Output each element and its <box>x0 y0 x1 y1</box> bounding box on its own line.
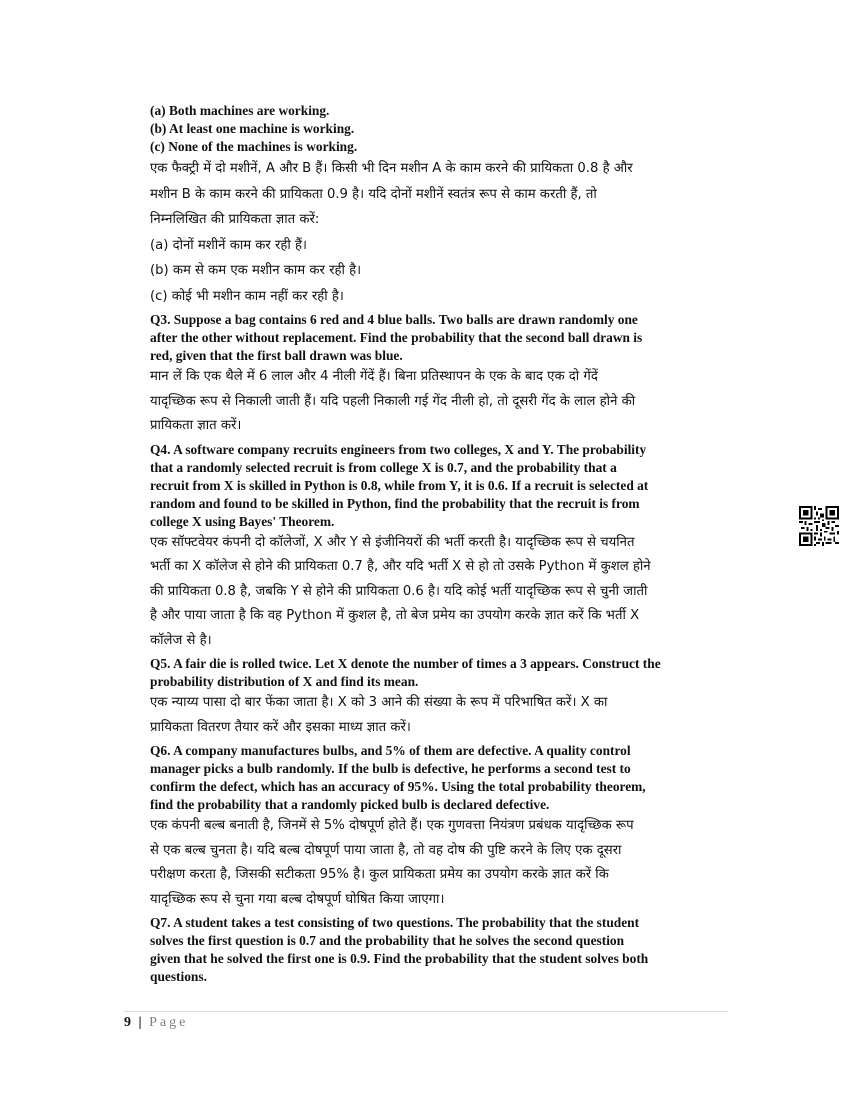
question-7-en-line: Q7. A student takes a test consisting of two questions. The probability that the student <box>150 915 640 930</box>
question-6-hi-line: यादृच्छिक रूप से चुना गया बल्ब दोषपूर्ण घोषित किया जाएगा। <box>150 891 445 907</box>
footer-separator: | <box>138 1015 142 1030</box>
question-4-hi-line: कॉलेज से है। <box>150 632 212 648</box>
question-5-en-line: Q5. A fair die is rolled twice. Let X denote the number of times a 3 appears. Construct the <box>150 656 661 671</box>
hindi-line: मशीन B के काम करने की प्रायिकता 0.9 है। यदि दोनों मशीनें स्वतंत्र रूप से काम करती हैं, तो <box>150 186 597 202</box>
question-4-en-line: Q4. A software company recruits engineers from two colleges, X and Y. The probability <box>150 441 647 457</box>
question-7-en-line: given that he solved the first one is 0.9. Find the probability that the student solves both <box>150 951 649 966</box>
hindi-option-b: (b) कम से कम एक मशीन काम कर रही है। <box>150 263 362 278</box>
option-c-en: (c) None of the machines is working. <box>150 139 358 154</box>
question-7-en-line: questions. <box>150 969 207 984</box>
question-6-en-line: find the probability that a randomly picked bulb is declared defective. <box>150 797 550 812</box>
question-6-hi-line: परीक्षण करता है, जिसकी सटीकता 95% है। कुल प्रायिकता प्रमेय का उपयोग करके ज्ञात करें कि <box>150 867 609 882</box>
footer-divider <box>124 1011 728 1012</box>
question-4 <box>150 441 730 654</box>
question-4-hi-line: है और पाया जाता है कि वह Python में कुशल है, तो बेज प्रमेय का उपयोग करके ज्ञात करें कि भर्ती X <box>150 608 640 623</box>
option-b-en: (b) At least one machine is working. <box>150 121 355 136</box>
hindi-option-c: (c) कोई भी मशीन काम नहीं कर रही है। <box>150 288 344 304</box>
hindi-option-a: (a) दोनों मशीनें काम कर रही हैं। <box>150 237 308 253</box>
question-6-en-line: Q6. A company manufactures bulbs, and 5% of them are defective. A quality control <box>150 743 631 758</box>
hindi-line: एक फैक्ट्री में दो मशीनें, A और B हैं। किसी भी दिन मशीन A के काम करने की प्रायिकता 0.8 है और <box>150 161 633 176</box>
prev-question-hindi <box>150 156 730 309</box>
question-7-en-line: solves the first question is 0.7 and the probability that he solves the second question <box>150 933 625 948</box>
prev-question-options-en <box>150 102 730 156</box>
question-6-hi-line: एक कंपनी बल्ब बनाती है, जिनमें से 5% दोषपूर्ण होते हैं। एक गुणवत्ता नियंत्रण प्रबंधक यादृच्छिक रूप <box>150 818 634 833</box>
question-4-en-line: college X using Bayes' Theorem. <box>150 513 335 529</box>
question-4-en-line: that a randomly selected recruit is from college X is 0.7, and the probability that a <box>150 459 617 475</box>
question-5 <box>150 655 730 740</box>
question-7 <box>150 914 730 986</box>
question-4-hi-line: की प्रायिकता 0.8 है, जबकि Y से होने की प्रायिकता 0.6 है। यदि कोई भर्ती यादृच्छिक रूप से चुनी जाती <box>150 583 648 599</box>
question-3-hi-line: यादृच्छिक रूप से निकाली जाती हैं। यदि पहली निकाली गई गेंद नीली हो, तो दूसरी गेंद के लाल होने की <box>150 393 636 409</box>
question-4-en-line: recruit from X is skilled in Python is 0.8, while from Y, it is 0.6. If a recruit is selected at <box>150 477 649 493</box>
question-3-hi-line: मान लें कि एक थैले में 6 लाल और 4 नीली गेंदें हैं। बिना प्रतिस्थापन के एक के बाद एक दो गेंदें <box>150 369 598 384</box>
question-6-en-line: manager picks a bulb randomly. If the bulb is defective, he performs a second test to <box>150 761 631 776</box>
question-6 <box>150 742 730 912</box>
question-6-en-line: confirm the defect, which has an accuracy of 95%. Using the total probability theorem, <box>150 779 646 794</box>
question-5-hi-line: एक न्याय्य पासा दो बार फेंका जाता है। X को 3 आने की संख्या के रूप में परिभाषित करें। X का <box>150 695 608 710</box>
question-5-en-line: probability distribution of X and find its mean. <box>150 674 419 689</box>
question-6-hi-line: से एक बल्ब चुनता है। यदि बल्ब दोषपूर्ण पाया जाता है, तो वह दोष की पुष्टि करने के लिए एक दूसरा <box>150 842 622 858</box>
question-5-hi-line: प्रायिकता वितरण तैयार करें और इसका माध्य ज्ञात करें। <box>150 719 411 735</box>
page-label: Page <box>149 1015 189 1030</box>
question-4-hi-line: भर्ती का X कॉलेज से होने की प्रायिकता 0.7 है, और यदि भर्ती X से हो तो उसके Python में कुशल होने <box>150 559 651 574</box>
question-3 <box>150 311 730 439</box>
question-3-hi-line: प्रायिकता ज्ञात करें। <box>150 418 242 433</box>
question-3-en-line: Q3. Suppose a bag contains 6 red and 4 blue balls. Two balls are drawn randomly one <box>150 312 638 327</box>
page-number: 9 <box>124 1015 131 1030</box>
hindi-line: निम्नलिखित की प्रायिकता ज्ञात करें: <box>150 212 320 227</box>
question-3-en-line: after the other without replacement. Find the probability that the second ball drawn is <box>150 330 643 345</box>
option-a-en: (a) Both machines are working. <box>150 103 330 118</box>
qr-code-icon <box>799 506 839 546</box>
question-4-en-line: random and found to be skilled in Python, find the probability that the recruit is from <box>150 495 640 511</box>
question-4-hi-line: एक सॉफ्टवेयर कंपनी दो कॉलेजों, X और Y से इंजीनियरों की भर्ती करती है। यादृच्छिक रूप से चयनित <box>150 534 635 550</box>
page-content <box>150 102 730 986</box>
page-footer <box>124 1015 188 1031</box>
question-3-en-line: red, given that the first ball drawn was blue. <box>150 348 403 363</box>
